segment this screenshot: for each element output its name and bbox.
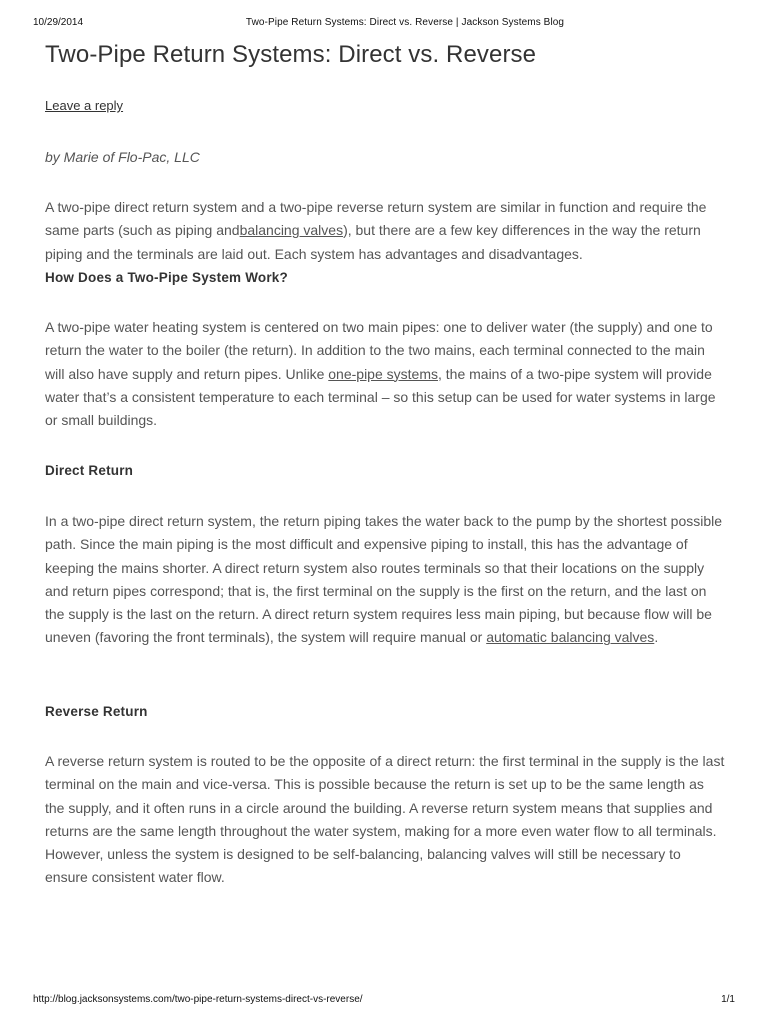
byline: by Marie of Flo-Pac, LLC (45, 149, 200, 165)
automatic-balancing-valves-link[interactable]: automatic balancing valves (486, 629, 655, 646)
direct-return-paragraph (45, 510, 727, 650)
one-pipe-systems-link[interactable]: one-pipe systems (328, 365, 438, 382)
balancing-valves-link[interactable]: balancing valves (239, 222, 344, 239)
section-heading-how-it-works: How Does a Two-Pipe System Work? (45, 270, 288, 285)
print-header (0, 17, 768, 31)
intro-text-1: A two-pipe direct return system and a two-pipe reverse return system are similar in function and require the same parts (such as piping and (45, 199, 707, 239)
intro-paragraph (45, 196, 727, 266)
article-title: Two-Pipe Return Systems: Direct vs. Reverse (45, 41, 537, 68)
print-date: 10/29/2014 (33, 17, 84, 28)
how-it-works-text-1: A two-pipe water heating system is centered on two main pipes: one to deliver water (the supply) and one to return the water to the boiler (the return). In addition to the two mains, each terminal connected to the main will also have supply and return pipes. Unlike (45, 319, 713, 382)
intro-text-2: ), but there are a few key differences in the way the return piping and the terminals are laid out. Each system has advantages and disadvantages. (45, 222, 701, 262)
print-page-title: Two-Pipe Return Systems: Direct vs. Reverse | Jackson Systems Blog (245, 17, 565, 28)
print-url: http://blog.jacksonsystems.com/two-pipe-return-systems-direct-vs-reverse/ (33, 994, 363, 1005)
reverse-return-paragraph: A reverse return system is routed to be the opposite of a direct return: the first terminal in the supply is the last terminal on the main and vice-versa. This is possible because the return is set up to be the same length as the supply, and it often runs in a circle around the building. A reverse return system means that supplies and returns are the same length throughout the water system, making for a more even water flow to all terminals. However, unless the system is designed to be self-balancing, balancing valves will still be necessary to ensure consistent water flow. (45, 753, 725, 886)
section-heading-direct-return: Direct Return (45, 463, 134, 478)
how-it-works-paragraph (45, 316, 727, 432)
leave-reply-link[interactable]: Leave a reply (45, 98, 124, 113)
direct-return-text-2: . (654, 629, 659, 646)
section-heading-reverse-return: Reverse Return (45, 704, 148, 719)
direct-return-text-1: In a two-pipe direct return system, the return piping takes the water back to the pump by the shortest possible path. Since the main piping is the most difficult and expensive piping to install, this has the advantage of keeping the mains shorter. A direct return system also routes terminals so that their locations on the supply and return pipes correspond; that is, the first terminal on the supply is the first on the return, and the last on the supply is the last on the return. A direct return system requires less main piping, but because flow will be uneven (favoring the front terminals), the system will require manual or (45, 513, 723, 646)
how-it-works-text-2: , the mains of a two-pipe system will provide water that’s a consistent temperature to each terminal – so this setup can be used for water systems in large or small buildings. (45, 365, 716, 429)
article (45, 38, 735, 886)
page-number: 1/1 (721, 994, 735, 1005)
